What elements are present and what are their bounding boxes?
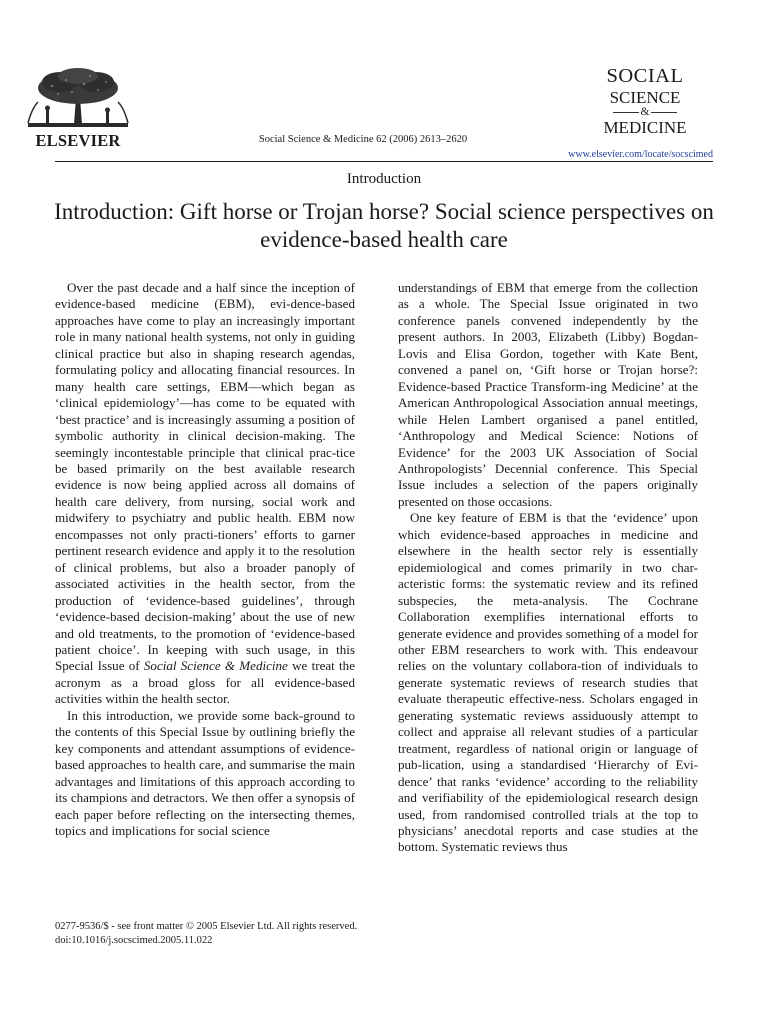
elsevier-tree-logo-icon: [22, 68, 134, 130]
elsevier-logo: [22, 68, 134, 150]
publisher-name: ELSEVIER: [35, 131, 121, 150]
copyright-line: 0277-9536/$ - see front matter © 2005 Elsevier Ltd. All rights reserved.: [55, 921, 358, 932]
journal-title-line-1: SOCIAL: [606, 65, 684, 87]
journal-title-line-3: MEDICINE: [603, 118, 687, 137]
body-column-left: [55, 280, 355, 839]
body-column-right: [398, 280, 698, 856]
journal-title-ampersand-row: [582, 107, 708, 119]
paragraph-text: Over the past decade and a half since the inception of evidence-based medicine (EBM), evi-dence-based approaches have come to play an increasingly important role in many national health systems, not only in guiding clinical practice but also in shaping research agendas, formulating policy and allocating financial resources. In many health care settings, EBM—which began as ‘clinical epidemiology’—has come to be equated with ‘best practice’ and is increasingly assuming a position of symbolic authority in clinical decision-making. The seemingly incontestable principle that clinical prac-tice be based primarily on the best available research evidence is now being applied across all domains of health care delivery, from nursing, social work and midwifery to psychiatry and public health. EBM now encompasses not only practi-tioners’ efforts to garner pertinent research evidence and apply it to the resolution of clinical problems, but also a broader panoply of associated activities in the health sector, from the production of ‘evidence-based guidelines’, through ‘evidence-based decision-making’ about the use of new and old treatments, to the promotion of ‘evidence-based patient choice’. In keeping with such usage, in this Special Issue of: [55, 280, 355, 674]
ampersand-rule-left: [613, 112, 639, 113]
paragraph: In this introduction, we provide some back-ground to the contents of this Special Issue by outlining briefly the key components and attendant assumptions of evidence-based approaches to health care, and summarise the main advantages and limitations of this approach according to its champions and detractors. We then offer a synopsis of each paper before reflecting on the intersecting themes, topics and implications for social science: [55, 707, 355, 838]
ampersand-rule-right: [651, 112, 677, 113]
journal-title-line-2: SCIENCE: [609, 87, 681, 107]
paragraph: understandings of EBM that emerge from the collection as a whole. The Special Issue originated in two conference panels convened independently by the present authors. In 2003, Elizabeth (Libby) Bogdan-Lovis and Elisa Gordon, together with Kate Bent, convened a panel on, ‘Gift horse or Trojan horse?: Evidence-based Practice Transform-ing Medicine’ at the American Anthropological Association annual meetings, while Helen Lambert organised a panel entitled, ‘Anthropology and Medical Science: Notions of Evidence’ for the 2003 UK Association of Social Anthropologists’ Decennial conference. This Special Issue includes a selection of the papers originally presented on those occasions.: [398, 280, 698, 509]
journal-name-italic: Social Science & Medicine: [143, 658, 288, 674]
article-title: Introduction: Gift horse or Trojan horse? Social science perspectives on evidence-based health care: [54, 199, 714, 252]
paragraph: [55, 280, 355, 708]
header-divider: [55, 161, 713, 162]
journal-url-link[interactable]: www.elsevier.com/locate/socscimed: [568, 149, 713, 160]
journal-citation: Social Science & Medicine 62 (2006) 2613–2620: [258, 134, 468, 145]
doi-line: doi:10.1016/j.socscimed.2005.11.022: [55, 934, 213, 946]
journal-title-ampersand: &: [640, 105, 650, 118]
journal-title-block: [582, 66, 708, 136]
paragraph: One key feature of EBM is that the ‘evidence’ upon which evidence-based approaches in medicine and elsewhere in the health sector rely is essentially epidemiological and comes primarily in two char-acteristic forms: the systematic review and its refined subspecies, the meta-analysis. The Cochrane Collaboration exemplifies international efforts to generate evidence and provides something of a model for other EBM researchers to work with. This endeavour relies on the voluntary collabora-tion of individuals to generate systematic reviews of research studies that evaluate therapeutic effective-ness. Scholars engaged in generating systematic reviews assiduously attempt to collect and appraise all relevant studies of a particular treatment, regardless of national origin or language of pub-lication, using a standardised ‘Hierarchy of Evi-dence’ that ranks ‘evidence’ according to the reliability and verifiability of the epidemiological research design used, from randomised controlled trials at the top to physicians’ anecdotal reports and case studies at the bottom. Systematic reviews thus: [398, 510, 698, 855]
section-label: Introduction: [346, 171, 422, 187]
copyright-footer: [55, 920, 455, 947]
paragraph-text: we treat the acronym as a broad gloss for all evidence-based activities within the health sector.: [55, 658, 355, 707]
